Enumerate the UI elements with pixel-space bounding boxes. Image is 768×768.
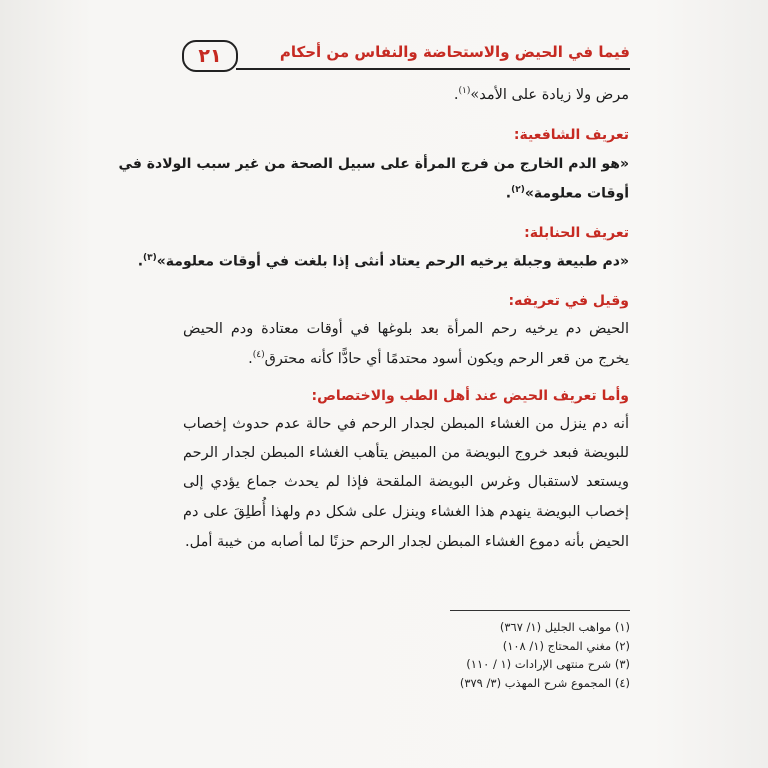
footnote-separator: [450, 610, 630, 611]
shafii-line-2-text: أوقات معلومة»: [524, 185, 629, 202]
medical-line-3: ويستعد لاستقبال وغرس البويضة الملقحة فإذا لم يحدث جماع يؤدي إلى: [183, 474, 629, 490]
qila-line-2-text: يخرج من قعر الرحم ويكون أسود محتدمًا أي حادًّا كأنه محترق: [264, 350, 629, 367]
footnote-ref-4[interactable]: (٤): [252, 350, 265, 360]
medical-heading: وأما تعريف الحيض عند أهل الطب والاختصاص:: [311, 388, 629, 404]
medical-line-5: الحيض بأنه دموع الغشاء المبطن لجدار الرحم حزنًا لما أصابه من خيبة أمل.: [185, 534, 629, 550]
qila-heading: وقيل في تعريفه:: [508, 293, 629, 309]
shafii-line-1: «هو الدم الخارج من فرج المرأة على سبيل الصحة من غير سبب الولادة في: [118, 156, 629, 172]
page-number-frame: [182, 40, 238, 72]
footnote-item: (٢) مغني المحتاج (١/ ١٠٨): [502, 638, 630, 653]
medical-line-4: إخصاب البويضة ينهدم هذا الغشاء وينزل على شكل دم ولهذا أُطلِقَ على دم: [183, 504, 629, 520]
hanabila-line: «دم طبيعة وجبلة يرخيه الرحم يعتاد أنثى إذا بلغت في أوقات معلومة»$^{(٣)}$.: [137, 253, 629, 270]
intro-text: مرض ولا زيادة على الأمد»: [470, 86, 629, 103]
header-rule: [236, 68, 630, 70]
hanabila-line-text: «دم طبيعة وجبلة يرخيه الرحم يعتاد أنثى إذا بلغت في أوقات معلومة»: [156, 253, 629, 270]
qila-line-2: يخرج من قعر الرحم ويكون أسود محتدمًا أي حادًّا كأنه محترق$^{(٤)}$.: [248, 350, 629, 367]
footnote-item: (٤) المجموع شرح المهذب (٣/ ٣٧٩): [459, 675, 630, 690]
qila-line-1: الحيض دم يرخيه رحم المرأة بعد بلوغها في أوقات معتادة ودم الحيض: [183, 321, 629, 337]
footnote-ref-3[interactable]: (٣): [143, 253, 157, 263]
running-title: فيما في الحيض والاستحاضة والنفاس من أحكام: [279, 43, 630, 61]
shafii-heading: تعريف الشافعية:: [513, 127, 629, 143]
footnote-ref-2[interactable]: (٢): [511, 185, 525, 195]
page-number: ٢١: [198, 45, 222, 67]
hanabila-heading: تعريف الحنابلة:: [524, 225, 629, 241]
footnote-item: (٣) شرح منتهى الإرادات (١ / ١١٠): [466, 657, 630, 671]
footnote-item: (١) مواهب الجليل (١/ ٣٦٧): [499, 620, 630, 634]
shafii-line-2: أوقات معلومة»$^{(٢)}$.: [505, 185, 629, 202]
footnotes: [330, 618, 630, 692]
medical-line-2: للبويضة فبعد خروج البويضة من المبيض يتأهب الغشاء المبطن لجدار الرحم: [183, 445, 629, 461]
footnote-ref-1[interactable]: (١): [458, 86, 471, 96]
medical-line-1: أنه دم ينزل من الغشاء المبطن لجدار الرحم في حالة عدم حدوث إخصاب: [183, 416, 629, 432]
intro-line: مرض ولا زيادة على الأمد»$^{(١)}$.: [453, 86, 629, 103]
page-header: [180, 40, 630, 74]
